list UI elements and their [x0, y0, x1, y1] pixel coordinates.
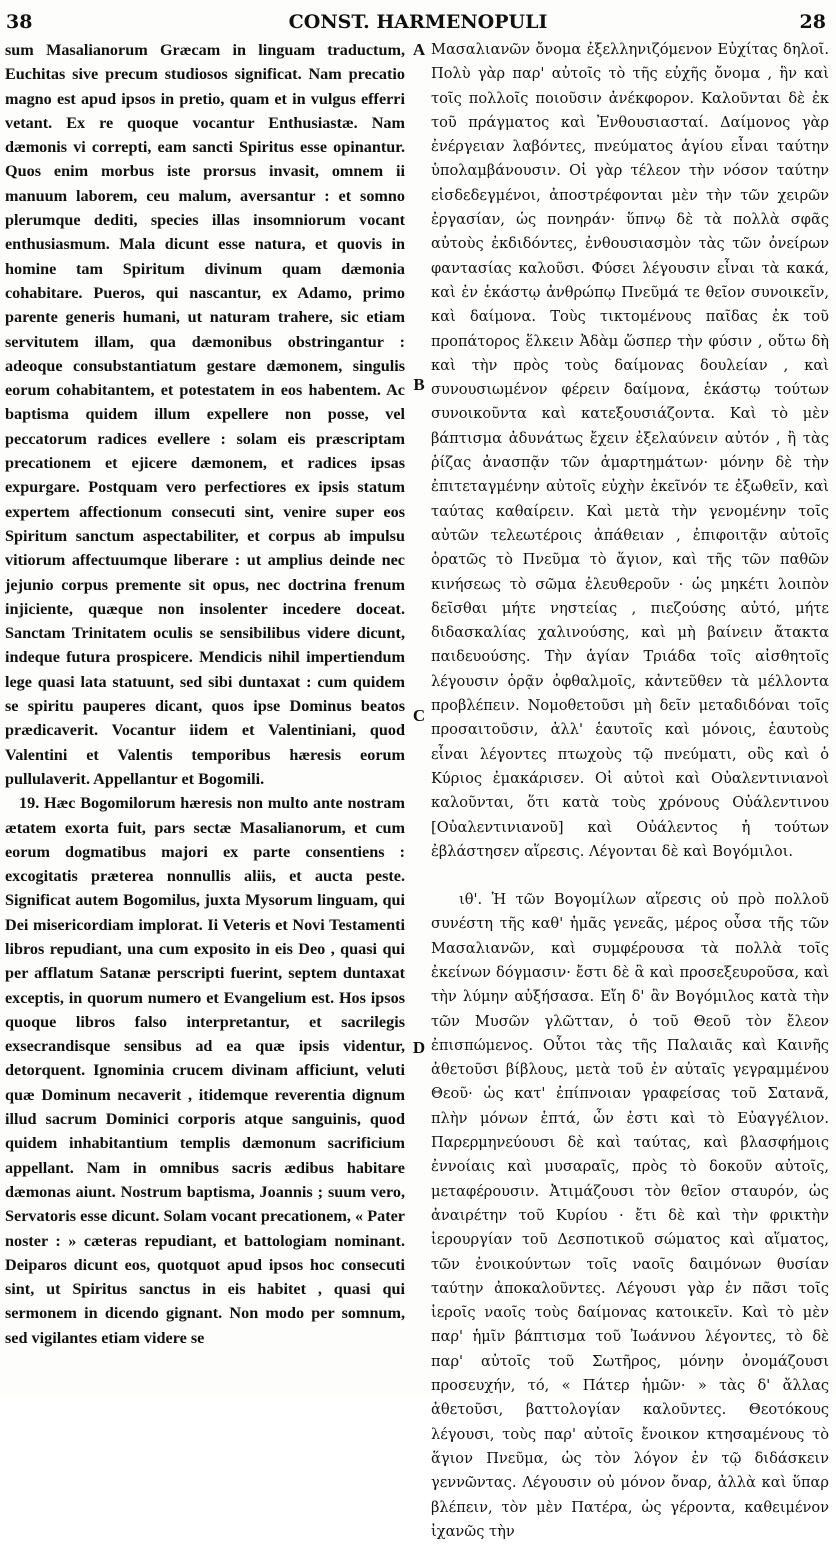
running-title: CONST. HARMENOPULI	[288, 11, 548, 33]
margin-marker-c: C	[412, 706, 426, 725]
page-number: 38	[6, 11, 33, 33]
margin-marker-a: A	[412, 40, 426, 59]
greek-paragraph-2: ιθ'. Ἡ τῶν Βογομίλων αἵρεσις οὐ πρὸ πολλοῦ συνέστη τῆς καθ' ἡμᾶς γενεᾶς, μέρος οὖσα τῆς τῶν Μασαλιανῶν, καὶ συμφέρουσα τὰ πολλὰ τοῖς ἐκείνων δόγμασιν· ἔστι δὲ ἃ καὶ προσεξευροῦσα, καὶ τὴν λύμην αὐξήσασα. Εἴη δ' ἂν Βογόμιλος κατὰ τὴν τῶν Μυσῶν γλῶτταν, ὁ τοῦ Θεοῦ τὸν ἔλεον ἐπισπώμενος. Οὗτοι τὰς τῆς Παλαιᾶς καὶ Καινῆς ἀθετοῦσι βίβλους, μετὰ τοῦ ἐν αὐταῖς γεγραμμένου Θεοῦ· ὡς κατ' ἐπίπνοιαν γραφείσας τοῦ Σατανᾶ, πλὴν μόνων ἑπτά, ὧν ἐστι καὶ τὸ Εὐαγγέλιον. Παρερμηνεύουσι δὲ καὶ ταύτας, καὶ βλασφήμοις ἐννοίαις καὶ μυσαραῖς, πρὸς τὸ δοκοῦν αὐτοῖς, μεταφέρουσιν. Ἀτιμάζουσι τὸν θεῖον σταυρόν, ὡς ἀναιρέτην τοῦ Κυρίου · ἔτι δὲ καὶ τὴν φρικτὴν ἱερουργίαν τοῦ Δεσποτικοῦ σώματος καὶ αἵματος, τῶν ἐνοικούντων τοῖς ναοῖς δαιμόνων θυσίαν ταύτην ἀποκαλοῦντες. Λέγουσι γὰρ ἐν πᾶσι τοῖς ἱεροῖς ναοῖς τοὺς δαίμονας κατοικεῖν. Καὶ τὸ μὲν παρ' ἡμῖν βάπτισμα τοῦ Ἰωάννου λέγοντες, τὸ δὲ παρ' αὐτοῖς τοῦ Σωτῆρος, μόνην ὀνομάζουσι προσευχήν, τό, « Πάτερ ἡμῶν· » τὰς δ' ἄλλας ἀθετοῦσι, βαττολογίαν καλοῦντες. Θεοτόκους λέγουσι, τοὺς παρ' αὐτοῖς ἔνοικον κτησαμένους τὸ ἅγιον Πνεῦμα, ὡς τὸν λόγον ἐν τῷ διδάσκειν γεννῶντας. Λέγουσιν οὐ μόνον ὄναρ, ἀλλὰ καὶ ὕπαρ βλέπειν, τὸν μὲν Πατέρα, ὡς γέροντα, καθειμένον ἰχανῶς τὴν	[431, 891, 829, 1540]
margin-marker-b: B	[413, 375, 425, 394]
section-number: 28	[799, 11, 826, 33]
latin-column	[5, 38, 405, 1350]
greek-column	[431, 38, 829, 1544]
latin-paragraph-1: sum Masalianorum Græcam in linguam traductum, Euchitas sive precum studiosos significat. Nam precatio magno est apud ipsos in pretio, quam et in vulgus efferri vetant. Ex re quoque vocantur Enthusiastæ. Nam dæmonis vi correpti, eam sancti Spiritus esse opinantur. Quos enim morbus iste prorsus invasit, omnem ii manuum laborem, ceu malum, aversantur : et somno plerumque dediti, species illas insomniorum vocant enthusiasmum. Mala dicunt esse natura, et quovis in homine tam Spiritum divinum quam dæmonia cohabitare. Pueros, qui nascantur, ex Adamo, primo parente generis humani, ut naturam trahere, sic etiam servitutem illam, qua dæmonibus obstringantur : adeoque consubstantiatum gestare dæmonem, singulis eorum cohabitantem, et potestatem in eos habentem. Ac baptisma quidem illum expellere non posse, vel peccatorum radices evellere : solam eis præscriptam precationem et ejicere dæmonem, et radices ipsas expurgare. Postquam vero perfectiores ex ipsis statum expertem affectionum consecuti sint, venire super eos Spiritum sanctum aspectabiliter, et corpus ab impulsu vitiorum affectuumque liberare : ut amplius deinde nec jejunio corpus premente sit opus, nec doctrina frenum injiciente, quæque non insolenter incedere doceat. Sanctam Trinitatem oculis se sensibilibus videre dicunt, indeque futura prospicere. Mendicis nihil impertiendum lege quasi lata statuunt, sed sibi duntaxat : cum quidem se spiritu pauperes dicant, quos ipse Dominus beatos prædicaverit. Vocantur iidem et Valentiniani, quod Valentini et Valentis temporibus hæresis eorum pullulaverit. Appellantur et Bogomili.	[5, 41, 405, 788]
greek-paragraph-1: Μασαλιανῶν ὄνομα ἐξελληνιζόμενον Εὐχίτας δηλοῖ. Πολὺ γὰρ παρ' αὐτοῖς τὸ τῆς εὐχῆς ὄνομα , ἣν καὶ τοῖς πολλοῖς ποιοῦσιν ἀνέκφορον. Καλοῦνται δὲ ἐκ τοῦ πράγματος καὶ Ἐνθουσιασταί. Δαίμονος γὰρ ἐνέργειαν λαβόντες, πνεύματος ἁγίου εἶναι ταύτην ὑπολαμβάνουσιν. Οἱ γὰρ τέλεον τὴν νόσον ταύτην εἰσδεδεγμένοι, ἀποστρέφονται μὲν τὴν τῶν χειρῶν ἐργασίαν, ὡς πονηράν· ὕπνῳ δὲ τὰ πολλὰ σφᾶς αὐτοὺς ἐκδιδόντες, ἐνθουσιασμὸν τὰς τῶν ὀνείρων φαντασίας καλοῦσι. Φύσει λέγουσιν εἶναι τὰ κακά, καὶ ἐν ἑκάστῳ ἀνθρώπῳ Πνεῦμά τε θεῖον συνοικεῖν, καὶ δαίμονα. Τοὺς τικτομένους παῖδας ἐκ τοῦ προπάτορος ἕλκειν Ἀδὰμ ὥσπερ τὴν φύσιν , οὕτω δὴ καὶ τὴν πρὸς τοὺς δαίμονας δουλείαν , καὶ συνουσιωμένον φέρειν δαίμονα, ἑκάστῳ τούτων συνοικοῦντα καὶ κατεξουσιάζοντα. Καὶ τὸ μὲν βάπτισμα ἀδυνάτως ἔχειν ἐξελαύνειν αὐτόν , ἢ τὰς ῥίζας ἀνασπᾷν τῶν ἁμαρτημάτων· μόνην δὲ τὴν ἐπιτεταγμένην αὐτοῖς εὐχὴν ἐκεῖνόν τε ἐξωθεῖν, καὶ ταύτας καθαίρειν. Καὶ μετὰ τὴν γενομένην τοῖς αὐτῶν τελεωτέροις ἀπάθειαν , ἐπιφοιτᾷν αὐτοῖς ὁρατῶς τὸ Πνεῦμα τὸ ἅγιον, καὶ τῆς τῶν παθῶν κινήσεως τὸ σῶμα ἐλευθεροῦν · ὡς μηκέτι λοιπὸν δεῖσθαι μήτε νηστείας , πιεζούσης αὐτό, μήτε διδασκαλίας χαλινούσης, καὶ μὴ βαίνειν ἄτακτα παιδευούσης. Τὴν ἁγίαν Τριάδα τοῖς αἰσθητοῖς λέγουσιν ὁρᾷν ὀφθαλμοῖς, κἀντεῦθεν τὰ μέλλοντα προβλέπειν. Νομοθετοῦσι μὴ δεῖν μεταδιδόναι τοῖς προσαιτοῦσιν, ἀλλ' ἑαυτοῖς καὶ μόνοις, ἑαυτοὺς εἶναι λέγοντες πτωχοὺς τῷ πνεύματι, οὓς καὶ ὁ Κύριος ἐμακάρισεν. Οἱ αὐτοὶ καὶ Οὐαλεντινιανοὶ καλοῦνται, ὅτι κατὰ τοὺς χρόνους Οὐάλεντινου [Οὐαλεντινιανοῦ] καὶ Οὐάλεντος ἡ τούτων ἐβλάστησεν αἵρεσις. Λέγονται δὲ καὶ Βογόμιλοι.	[431, 41, 829, 860]
margin-marker-d: D	[412, 1038, 426, 1057]
latin-paragraph-2: 19. Hæc Bogomilorum hæresis non multo ante nostram ætatem exorta fuit, pars sectæ Masalianorum, et cum eorum dogmatibus majori ex parte consentiens : excogitatis præterea nonnullis aliis, et aucta peste. Significat autem Bogomilus, juxta Mysorum linguam, qui Dei misericordiam implorat. Ii Veteris et Novi Testamenti libros repudiant, una cum exposito in eis Deo , quasi qui per afflatum Satanæ perscripti fuerint, septem duntaxat exceptis, in quorum numero et Evangelium est. Hos ipsos quoque libros falso interpretantur, et sacrilegis exsecrandisque sensibus ad ea quæ ipsis videntur, detorquent. Ignominia crucem divinam afficiunt, veluti quæ Dominum necaverit , itidemque reverentia dignum illud sacrum Dominici corporis atque sanguinis, quod quidem inhabitantium templis dæmonum sacrificium appellant. Nam in omnibus sacris ædibus habitare dæmonas aiunt. Nostrum baptisma, Joannis ; suum vero, Servatoris esse dicunt. Solam vocant precationem, « Pater noster : » cæteras repudiant, et battologiam nominant. Deiparos dicunt eos, quotquot apud ipsos hoc consecuti sint, ut Spiritus sanctus in eis habitet , quasi qui sermonem in dicendo gignant. Non modo per somnum, sed vigilantes etiam videre se	[5, 794, 405, 1347]
